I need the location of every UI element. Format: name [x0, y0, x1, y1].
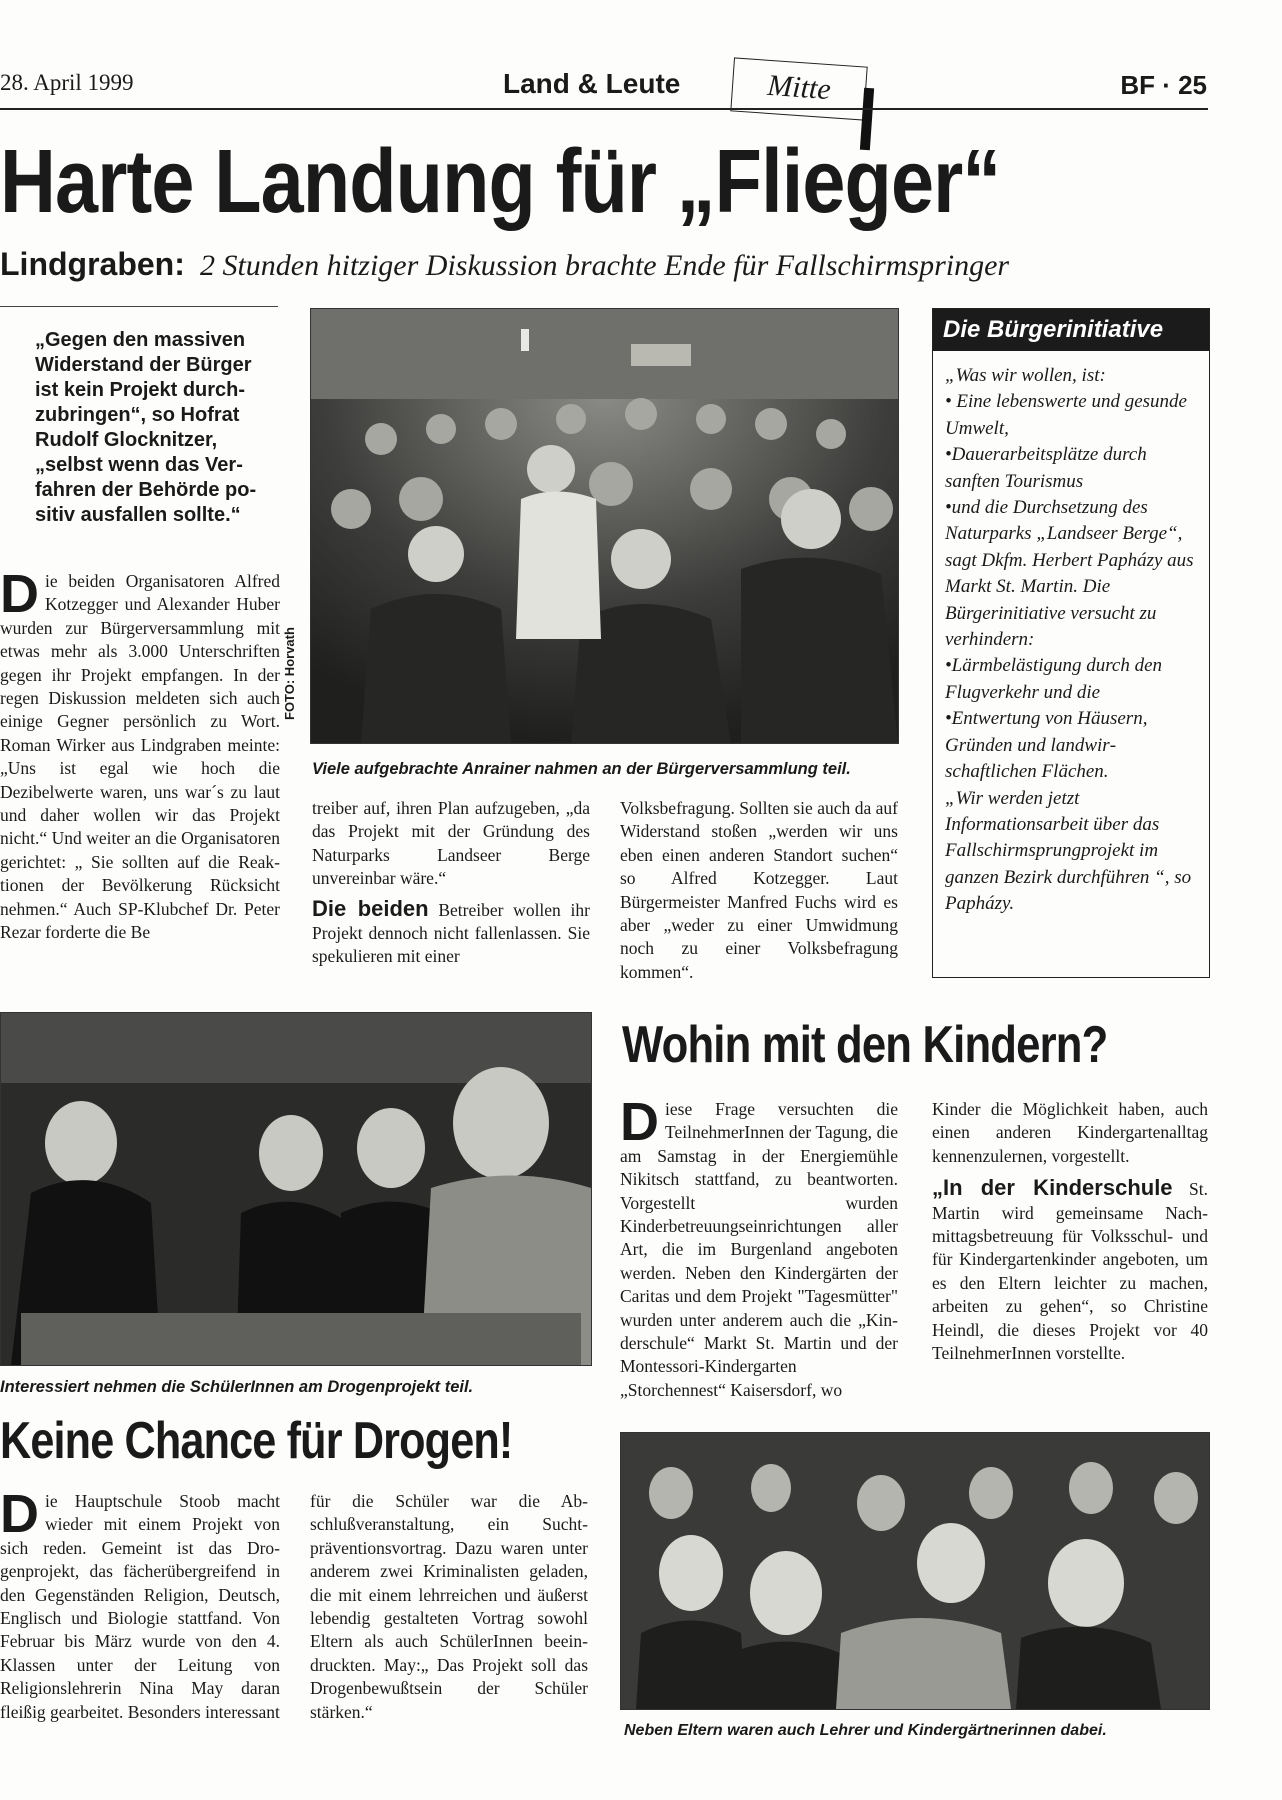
photo2-caption: Interessiert nehmen die SchülerInnen am Drogenprojekt teil.	[0, 1378, 474, 1396]
article2-headline: Wohin mit den Kindern?	[622, 1016, 1108, 1074]
issue-date: 28. April 1999	[0, 70, 134, 95]
photo-credit: FOTO: Horvath	[282, 627, 297, 720]
article2-col1-text: iese Frage versuchten die TeilnehmerInnen der Tagung, die am Samstag in der Energiemühle Nikitsch stattfand, zu beantworten. Vorgestellt wurden Kinderbetreuungseinrichtungen aller Art, die im Burgenland angeboten werden. Neben den Kindergärten der Caritas und dem Projekt "Tagesmütter" wurden unter anderem auch die „Kinderschule“ Markt St. Martin und der Montessori-Kindergarten „Storchennest“ Kaisersdorf, wo	[620, 1099, 898, 1400]
article3-col1	[0, 1484, 280, 1724]
citizens-meeting-image	[311, 309, 898, 743]
article2-col1	[620, 1092, 898, 1402]
sidebar-intro: „Was wir wollen, ist:	[945, 365, 1106, 386]
article1-col1	[0, 564, 280, 945]
masthead-rule	[0, 108, 1208, 110]
photo-citizens-meeting	[310, 308, 899, 744]
students-image	[1, 1013, 591, 1365]
article1-col2-text: treiber auf, ihren Plan aufzugeben, „da das Projekt mit der Gründung des Naturparks Landseer Berge unvereinbar wäre.“	[312, 798, 590, 889]
pullquote-rule	[0, 306, 278, 307]
article1-subhead	[0, 246, 1009, 283]
photo-students	[0, 1012, 592, 1366]
mitte-stamp	[730, 57, 867, 120]
sidebar-bullet: •Dauerarbeitsplätze durch sanften Tourismus	[945, 444, 1147, 492]
article2-col2-leadin: „In der Kinderschule	[932, 1175, 1173, 1201]
article1-col2	[312, 797, 590, 969]
subhead-place: Lindgraben:	[0, 246, 185, 282]
article3-col1-text: ie Hauptschule Stoob macht wieder mit einem Projekt von sich reden. Gemeint ist das Drogenprojekt, das fächerübergreifend in den Gegenständen Religion, Deutsch, Englisch und Biologie stattfand. Von Februar bis März wurde von den 4. Klassen unter der Leitung von Religionslehrerin Nina May daran fleißig gearbeitet. Besonders interessant	[0, 1491, 280, 1722]
sidebar-bullet: •Entwertung von Häusern, Gründen und landwirschaftlichen Flächen.	[945, 708, 1148, 783]
article1-col2-text2: Betreiber wollen ihr Projekt dennoch nicht fallenlassen. Sie spekulieren mit einer	[312, 899, 590, 967]
sidebar-bullet: • Eine lebenswerte und gesunde Umwelt,	[945, 391, 1187, 439]
article1-headline: Harte Landung für „Flieger“	[0, 132, 1001, 232]
article1-col1-text: ie beiden Organisatoren Alfred Kotzegger und Alexander Huber wurden zur Bürgerversammlung mit etwas mehr als 3.000 Unterschriften gegen ihr Projekt empfangen. In der regen Diskussion meldeten sich auch einige Gegner persönlich zu Wort. Roman Wirker aus Lindgraben meinte: „Uns ist egal wie hoch die Dezibelwerte waren, uns war´s zu laut und daher wollen wir das Projekt nicht.“ Und weiter an die Organisatoren gerichtet: „ Sie sollten auf die Reaktionen der Bevölkerung Rücksicht nehmen.“ Auch SP-Klubchef Dr. Peter Rezar forderte die Be	[0, 571, 280, 943]
section-title: Land & Leute	[503, 68, 681, 99]
article3-col2	[310, 1490, 588, 1724]
article2-col2-text: Kinder die Möglichkeit haben, auch einen anderen Kindergartenalltag kennenzulernen, vorgestellt.	[932, 1099, 1208, 1166]
parents-teachers-image	[621, 1433, 1209, 1709]
mitte-stamp-label: Mitte	[766, 68, 832, 107]
photo3-caption: Neben Eltern waren auch Lehrer und Kindergärtnerinnen dabei.	[624, 1722, 1107, 1739]
article1-col3	[620, 797, 898, 984]
article2-dropcap: D	[620, 1092, 659, 1152]
sidebar-bullet: •und die Durchsetzung des Naturparks „Landseer Berge“, sagt Dkfm. Herbert Papházy aus Markt St. Martin. Die Bürgerinitiative versucht zu verhindern:	[945, 497, 1194, 651]
article1-col3-text: Volksbefragung. Sollten sie auch da auf Widerstand stoßen „werden wir uns eben einen anderen Standort suchen“ so Alfred Kotzegger. Laut Bürgermeister Manfred Fuchs wird es aber „weder zu einer Umwidmung noch zu einer Volksbefragung kommen“.	[620, 798, 898, 982]
sidebar-closing: „Wir werden jetzt Informationsarbeit über das Fallschirmsprungprojekt im ganzen Bezirk durchführen “, so Papházy.	[945, 787, 1192, 915]
page-label: BF · 25	[1120, 70, 1207, 100]
sidebar-body	[933, 351, 1209, 918]
article2-col2	[932, 1098, 1208, 1365]
pull-quote: „Gegen den massiven Widerstand der Bürger ist kein Projekt durchzubringen“, so Hofrat Rudolf Glocknitzer, „selbst wenn das Verfahren der Behörde positiv ausfallen sollte.“	[35, 329, 257, 526]
sidebar-title: Die Bürgerinitiative	[933, 309, 1209, 351]
article3-dropcap: D	[0, 1484, 39, 1544]
sidebar-bullet: •Lärmbelästigung durch den Flugverkehr und die	[945, 655, 1163, 703]
article1-col2-leadin: Die beiden	[312, 895, 429, 921]
photo-parents-teachers	[620, 1432, 1210, 1710]
article2-col2-text2: St. Martin wird gemeinsame Nachmittagsbetreuung für Volksschul- und für Kindergartenkinder angeboten, um es den Eltern leichter zu machen, arbeiten zu gehen“, so Christine Heindl, die dieses Projekt vor 40 TeilnehmerInnen vorstellte.	[932, 1179, 1208, 1364]
subhead-text: 2 Stunden hitziger Diskussion brachte Ende für Fallschirmspringer	[199, 249, 1010, 282]
sidebar-box	[932, 308, 1210, 978]
article1-dropcap: D	[0, 564, 39, 624]
article3-col2-text: für die Schüler war die Abschlußveranstaltung, ein Suchtpräventionsvortrag. Dazu waren unter anderem zwei Kriminalisten geladen, die mit einem lehrreichen und äußerst lebendig gestalteten Vortrag sowohl Eltern als auch SchülerInnen beeindruckten. May:„ Das Projekt soll das Drogenbewußtsein der Schüler stärken.“	[310, 1491, 588, 1722]
article3-headline: Keine Chance für Drogen!	[0, 1412, 513, 1470]
photo1-caption: Viele aufgebrachte Anrainer nahmen an der Bürgerversammlung teil.	[312, 760, 851, 778]
